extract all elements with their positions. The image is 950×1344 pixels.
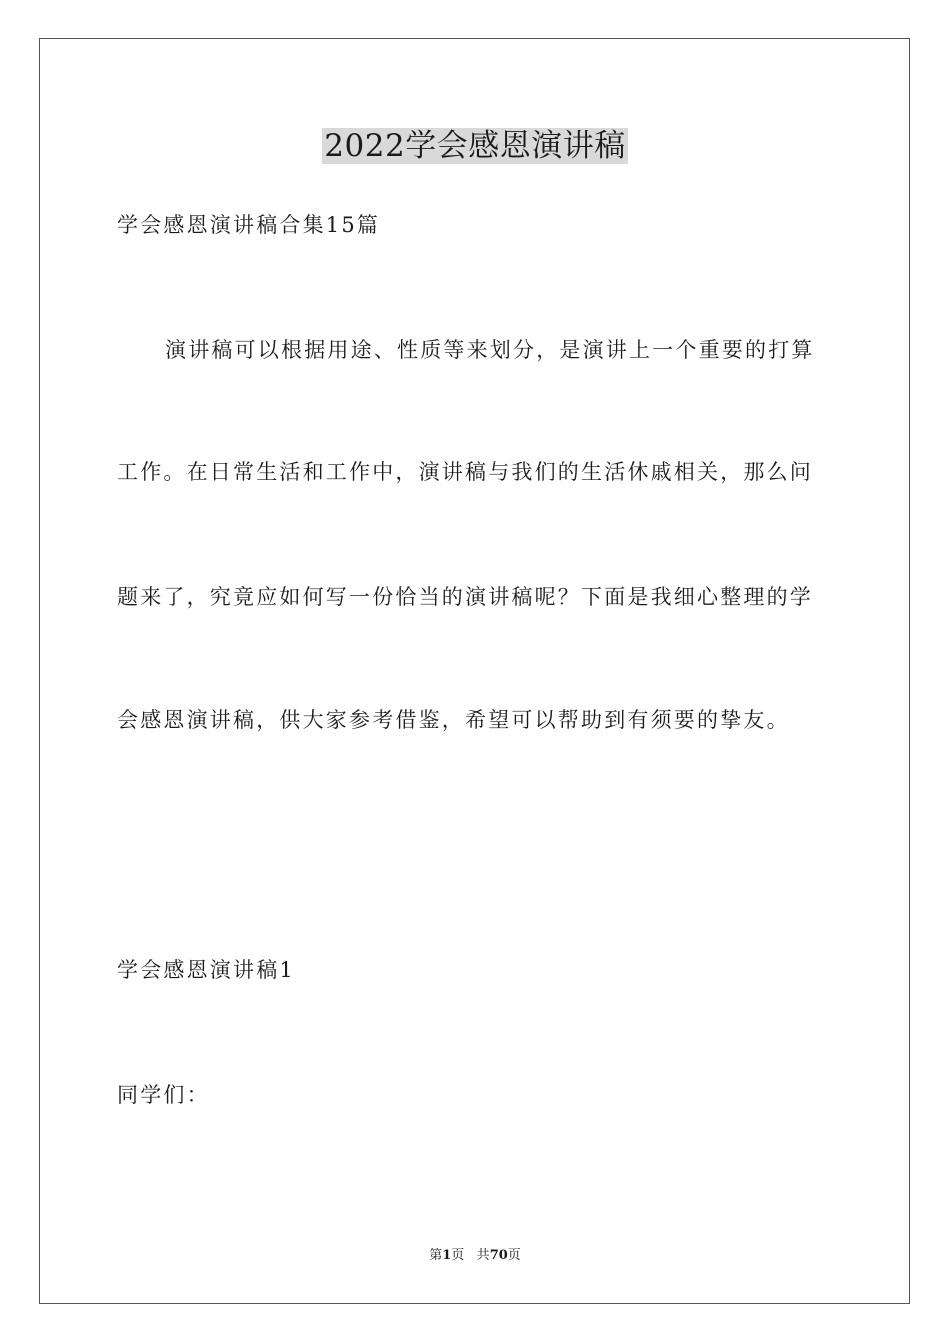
- page-suffix: 页: [451, 1248, 465, 1263]
- total-pages: 70: [489, 1248, 508, 1263]
- document-subtitle: 学会感恩演讲稿合集15篇: [117, 213, 381, 237]
- document-title: 2022学会感恩演讲稿: [324, 128, 626, 164]
- page-footer: [0, 1246, 950, 1266]
- intro-line-3: 题来了，究竟应如何写一份恰当的演讲稿呢？下面是我细心整理的学: [117, 585, 813, 609]
- intro-line-2: 工作。在日常生活和工作中，演讲稿与我们的生活休戚相关，那么问: [117, 460, 813, 484]
- total-prefix: 共: [476, 1248, 490, 1263]
- section-heading: 学会感恩演讲稿1: [117, 958, 295, 982]
- intro-line-4: 会感恩演讲稿，供大家参考借鉴，希望可以帮助到有须要的挚友。: [117, 708, 790, 732]
- salutation: 同学们：: [117, 1083, 210, 1107]
- intro-line-1: 演讲稿可以根据用途、性质等来划分，是演讲上一个重要的打算: [165, 338, 815, 362]
- total-suffix: 页: [507, 1248, 521, 1263]
- page-prefix: 第: [429, 1248, 443, 1263]
- document-title-block: [0, 122, 950, 170]
- page-number: 1: [442, 1248, 452, 1263]
